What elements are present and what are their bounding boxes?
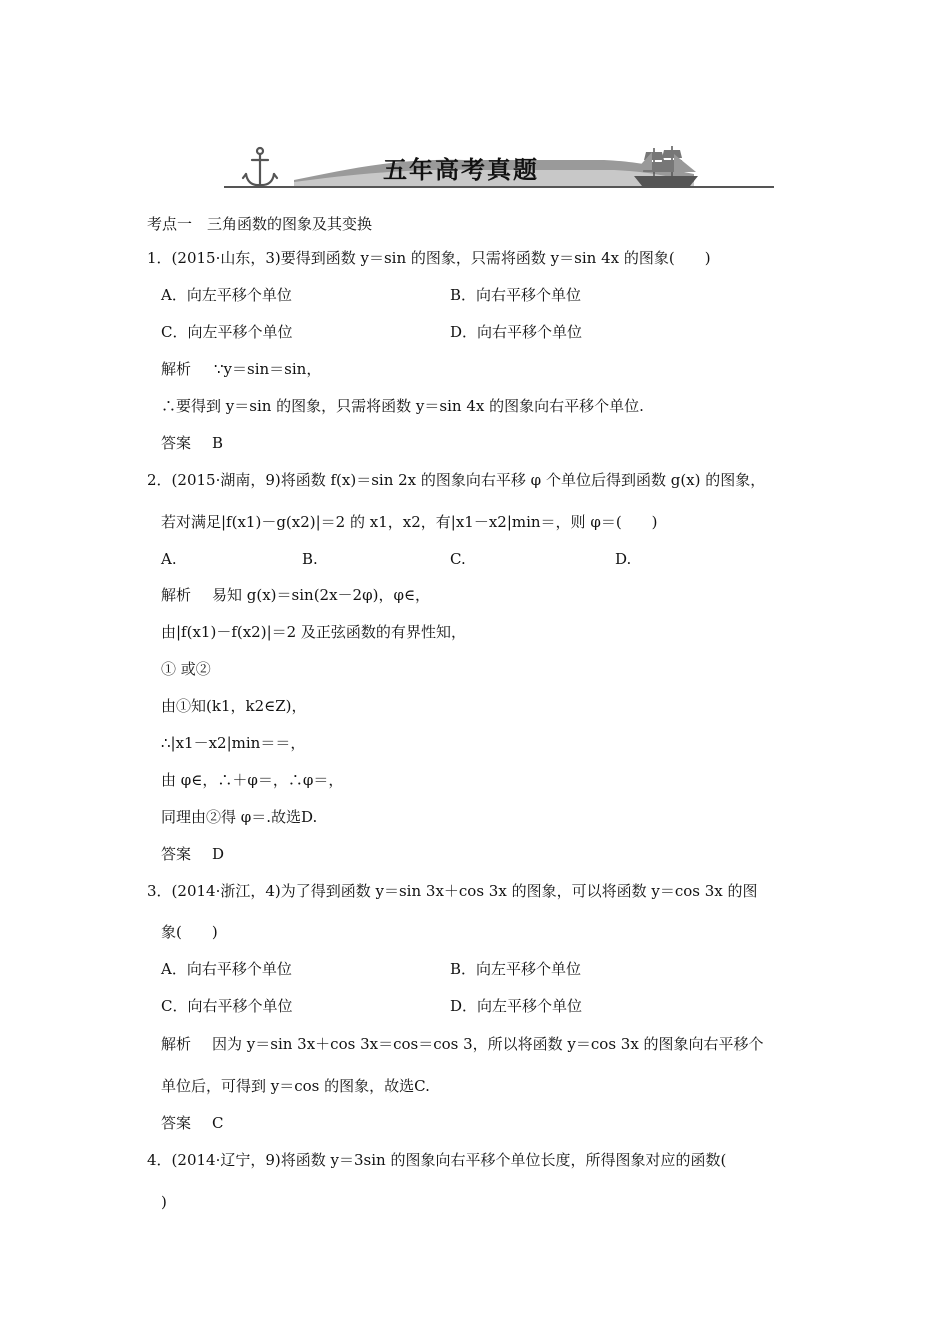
q1-answer: B [212,434,224,452]
q3-analysis-line: 单位后，可得到 y＝cos 的图象，故选C. [161,1077,430,1095]
q2-analysis-line: 易知 g(x)＝sin(2x－2φ)，φ∈， [212,586,431,604]
q1-analysis-line: ∵y＝sin＝sin， [214,360,322,378]
q3-stem-line2: 象( ) [161,923,218,941]
q1-stem: 1．(2015·山东，3)要得到函数 y＝sin 的图象，只需将函数 y＝sin 4x 的图象( ) [147,249,711,267]
banner-title: 五年高考真题 [383,156,539,184]
q2-analysis-label: 解析 [161,586,192,604]
q3-option-a: A．向右平移个单位 [161,960,292,978]
q1-analysis-label: 解析 [161,360,192,378]
q3-analysis-line: 因为 y＝sin 3x＋cos 3x＝cos＝cos 3，所以将函数 y＝cos 3x 的图象向右平移个 [212,1035,764,1053]
q2-option-b: B. [302,550,318,568]
q3-answer-label: 答案 [161,1114,192,1132]
q1-option-a: A．向左平移个单位 [161,286,292,304]
q2-analysis-line: 同理由②得 φ＝.故选D. [161,808,318,826]
q2-option-d: D. [615,550,632,568]
q4-stem-line2: ) [161,1193,167,1211]
q2-answer: D [212,845,225,863]
q2-analysis-line: 由|f(x1)－f(x2)|＝2 及正弦函数的有界性知， [161,623,466,641]
anchor-icon [243,148,277,185]
q3-option-c: C．向右平移个单位 [161,997,293,1015]
q3-analysis-label: 解析 [161,1035,192,1053]
q4-stem-line1: 4．(2014·辽宁，9)将函数 y＝3sin 的图象向右平移个单位长度，所得图象对应的函数( [147,1151,727,1169]
sailing-ship-icon [634,146,698,186]
q2-analysis-line: ① 或② [161,660,211,678]
q2-analysis-line: ∴|x1－x2|min＝＝， [161,734,306,752]
q3-stem-line1: 3．(2014·浙江，4)为了得到函数 y＝sin 3x＋cos 3x 的图象，可以将函数 y＝cos 3x 的图 [147,882,758,900]
section-heading: 考点一 三角函数的图象及其变换 [147,215,373,233]
q2-stem-line1: 2．(2015·湖南，9)将函数 f(x)＝sin 2x 的图象向右平移 φ 个单位后得到函数 g(x) 的图象， [147,471,766,489]
q1-option-c: C．向左平移个单位 [161,323,293,341]
q2-answer-label: 答案 [161,845,192,863]
q2-option-c: C. [450,550,466,568]
q3-option-d: D．向左平移个单位 [450,997,583,1015]
q2-analysis-line: 由①知(k1，k2∈Z)， [161,697,307,715]
q3-answer: C [212,1114,224,1132]
q2-analysis-line: 由 φ∈，∴＋φ＝，∴φ＝， [161,771,344,789]
q2-option-a: A. [161,550,177,568]
q1-option-b: B．向右平移个单位 [450,286,582,304]
q3-option-b: B．向左平移个单位 [450,960,582,978]
q2-stem-line2: 若对满足|f(x1)－g(x2)|＝2 的 x1，x2，有|x1－x2|min＝，则 φ＝( ) [161,513,658,531]
q1-analysis-line: ∴要得到 y＝sin 的图象，只需将函数 y＝sin 4x 的图象向右平移个单位. [161,397,644,415]
q1-option-d: D．向右平移个单位 [450,323,583,341]
q1-answer-label: 答案 [161,434,192,452]
